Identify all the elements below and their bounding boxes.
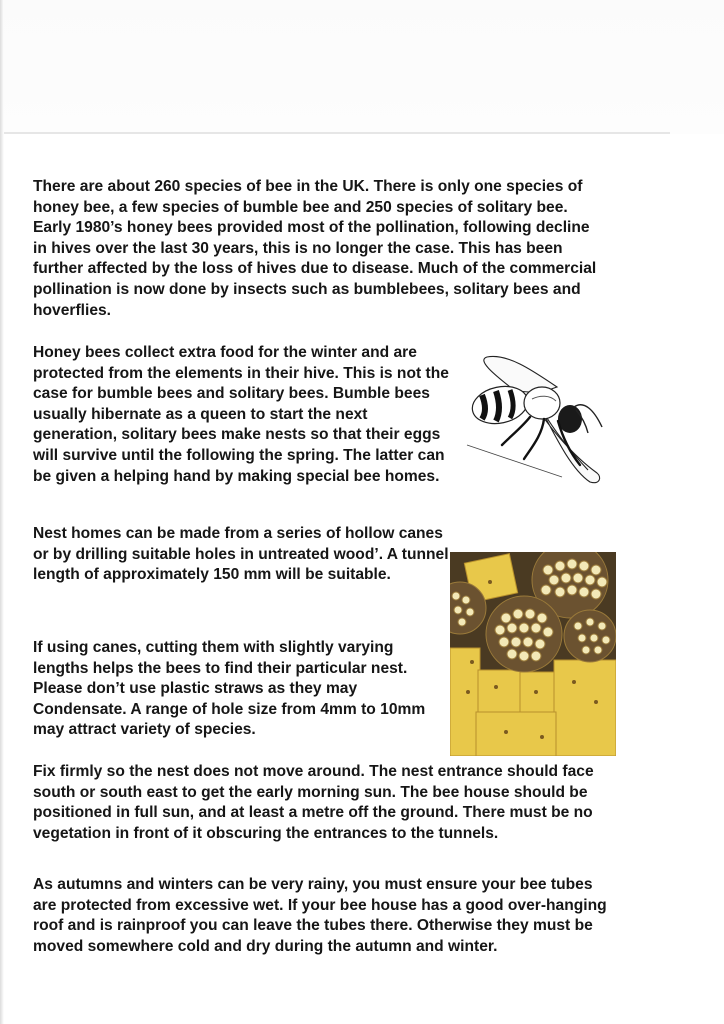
- bee-illustration: [462, 355, 607, 490]
- cane-bundle-right: [564, 610, 616, 662]
- paragraph-canes: If using canes, cutting them with slightly varying lengths helps the bees to find their particular nest. Please don’t use plastic straws as they may Condensate. A range of hole size from 4mm to 10mm may attract variety of species.: [33, 639, 426, 739]
- bee-thorax: [524, 387, 560, 419]
- paragraph-nest-homes: Nest homes can be made from a series of hollow canes or by drilling suitable holes in untreated wood’. A tunnel length of approximately 150 mm will be suitable.: [33, 525, 449, 584]
- scan-blank-header: [0, 0, 724, 134]
- scan-left-shadow: [0, 0, 4, 1024]
- paragraph-bee-species: There are about 260 species of bee in the UK. There is only one species of honey bee, a few species of bumble bee and 250 species of solitary bee. Early 1980’s honey bees provided most of the pollination, following decline in hives over the last 30 years, this is no longer the case. This has been further affected by the loss of hives due to disease. Much of the commercial pollination is now done by insects such as bumblebees, solitary bees and hoverflies.: [33, 178, 597, 319]
- paragraph-fixing: Fix firmly so the nest does not move around. The nest entrance should face south or south east to get the early morning sun. The bee house should be positioned in full sun, and at least a metre off the ground. There must be no vegetation in front of it obscuring the entrances to the tunnels.: [33, 763, 594, 842]
- bee-nest-photo: [450, 552, 616, 756]
- scan-edge-line: [0, 132, 670, 134]
- paragraph-winter: As autumns and winters can be very rainy, you must ensure your bee tubes are protected from excessive wet. If your bee house has a good over-hanging roof and is rainproof you can leave the tubes there. Otherwise they must be moved somewhere cold and dry during the autumn and winter.: [33, 876, 607, 955]
- cane-bundle-center: [486, 596, 562, 672]
- paragraph-hibernation: Honey bees collect extra food for the winter and are protected from the elements in their hive. This is not the case for bumble bees and solitary bees. Bumble bees usually hibernate as a queen to start the next generation, solitary bees make nests so that their eggs will survive until the following the spring. The latter can be given a helping hand by making special bee homes.: [33, 344, 449, 485]
- bee-upper-wing: [484, 356, 557, 392]
